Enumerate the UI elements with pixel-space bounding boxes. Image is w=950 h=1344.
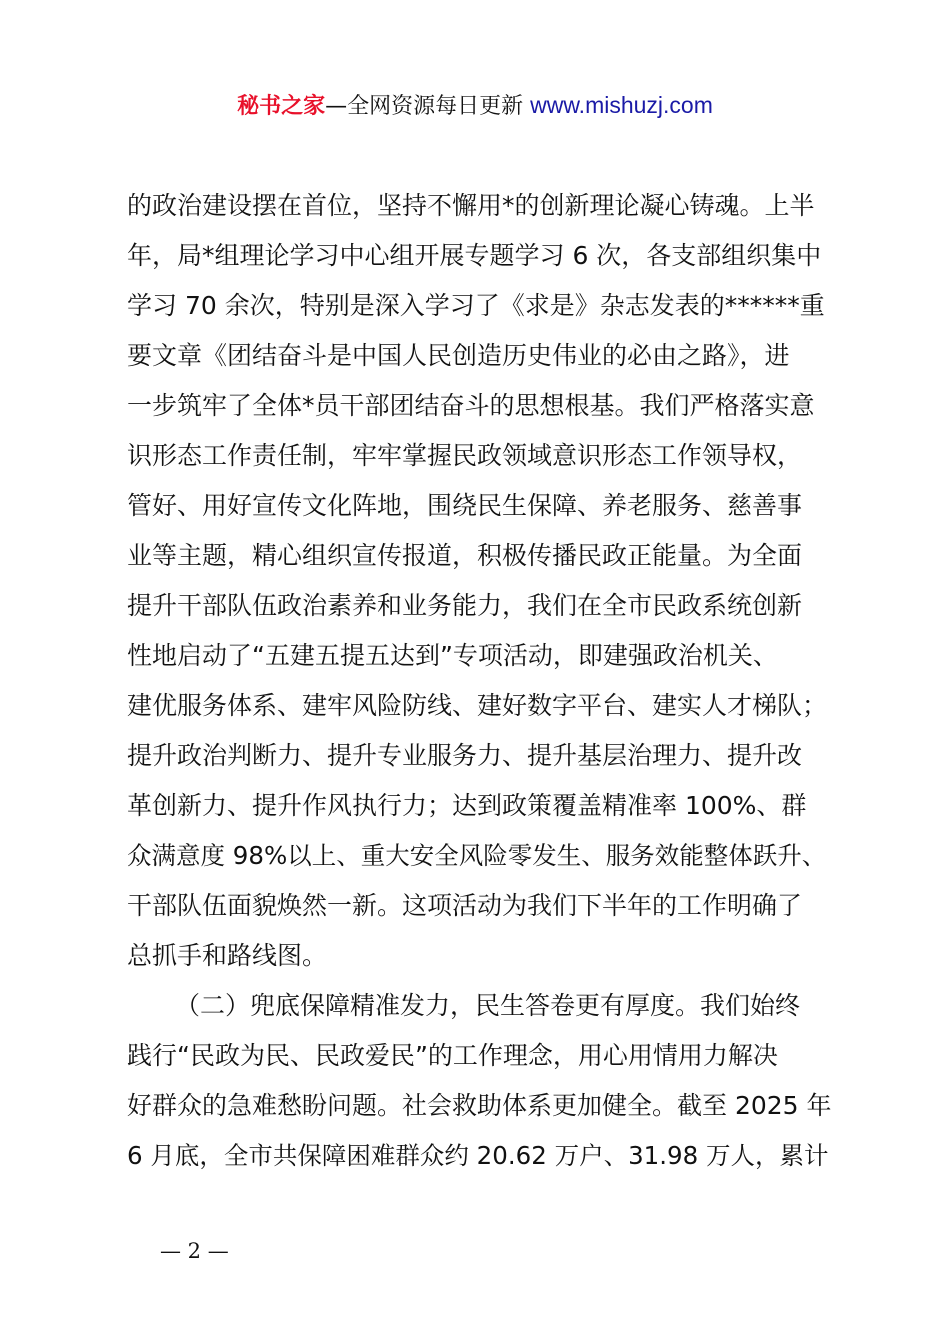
paragraph-line: 践行“民政为民、民政爱民”的工作理念，用心用情用力解决 (127, 1041, 778, 1070)
paragraph-line: 性地启动了“五建五提五达到”专项活动，即建强政治机关、 (127, 641, 778, 670)
paragraph-line: 识形态工作责任制，牢牢掌握民政领域意识形态工作领导权， (127, 441, 803, 470)
paragraph-line: 年，局*组理论学习中心组开展专题学习 6 次，各支部组织集中 (127, 241, 822, 270)
site-url-link[interactable]: www.mishuzj.com (530, 92, 713, 118)
paragraph-line: 提升干部队伍政治素养和业务能力，我们在全市民政系统创新 (127, 591, 803, 620)
document-body (127, 181, 839, 1181)
page-number: — 2 — (160, 1239, 229, 1263)
paragraph-line: 学习 70 余次，特别是深入学习了《求是》杂志发表的******重 (127, 291, 825, 320)
section-heading-line: （二）兜底保障精准发力，民生答卷更有厚度。我们始终 (175, 991, 801, 1020)
paragraph-line: 提升政治判断力、提升专业服务力、提升基层治理力、提升改 (127, 741, 803, 770)
paragraph-line: 干部队伍面貌焕然一新。这项活动为我们下半年的工作明确了 (127, 891, 803, 920)
site-brand: 秘书之家 (237, 94, 326, 119)
paragraph-line: 建优服务体系、建牢风险防线、建好数字平台、建实人才梯队； (127, 691, 828, 720)
paragraph-line: 好群众的急难愁盼问题。社会救助体系更加健全。截至 2025 年 (127, 1091, 832, 1120)
paragraph-line: 的政治建设摆在首位，坚持不懈用*的创新理论凝心铸魂。上半 (127, 191, 815, 220)
paragraph-line: 管好、用好宣传文化阵地，围绕民生保障、养老服务、慈善事 (127, 491, 803, 520)
site-tagline: —全网资源每日更新 (325, 94, 524, 119)
paragraph-line: 革创新力、提升作风执行力；达到政策覆盖精准率 100%、群 (127, 791, 807, 820)
paragraph-line: 总抓手和路线图。 (127, 941, 328, 970)
paragraph-line: 众满意度 98%以上、重大安全风险零发生、服务效能整体跃升、 (127, 841, 827, 870)
paragraph-line: 业等主题，精心组织宣传报道，积极传播民政正能量。为全面 (127, 541, 803, 570)
paragraph-line: 6 月底，全市共保障困难群众约 20.62 万户、31.98 万人，累计 (127, 1141, 829, 1170)
paragraph-line: 要文章《团结奋斗是中国人民创造历史伟业的必由之路》，进 (127, 341, 790, 370)
site-header (0, 88, 950, 124)
paragraph-line: 一步筑牢了全体*员干部团结奋斗的思想根基。我们严格落实意 (127, 391, 815, 420)
